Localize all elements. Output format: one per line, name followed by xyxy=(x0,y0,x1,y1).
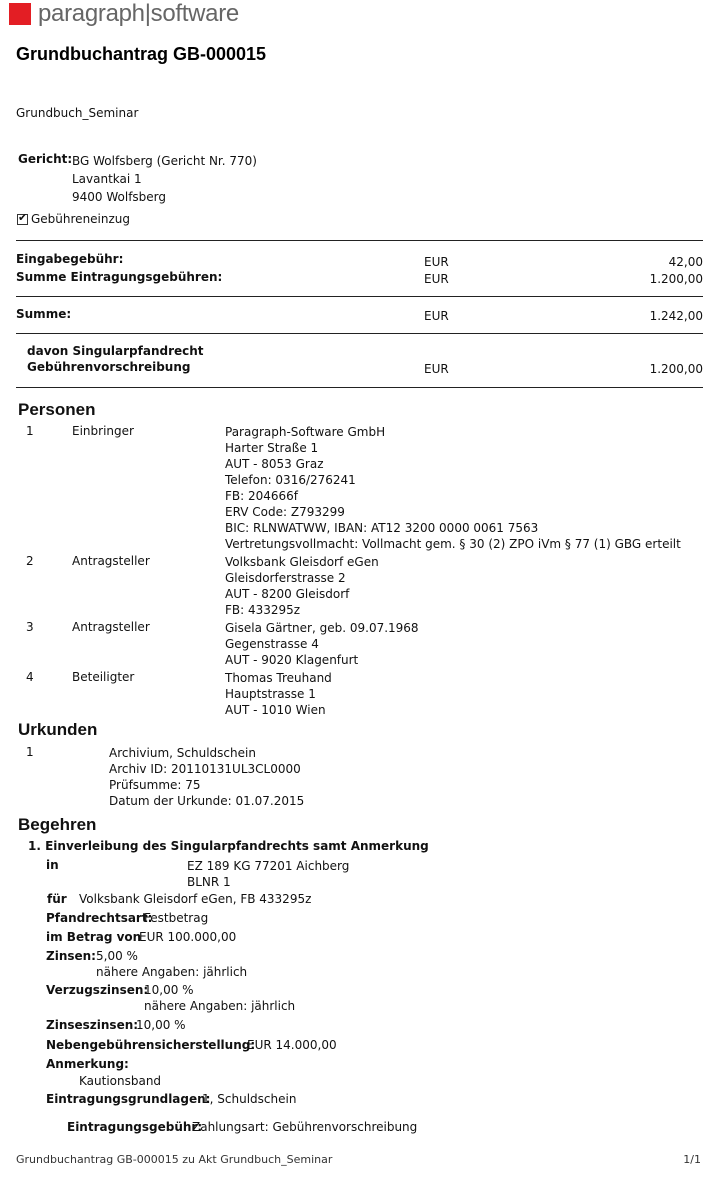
urkunde-details xyxy=(109,745,304,809)
person-role: Antragsteller xyxy=(72,554,150,568)
davon-label-2: Gebührenvorschreibung xyxy=(27,360,191,374)
zinsen-label: Zinsen: xyxy=(46,949,96,963)
neben-label: Nebengebührensicherstellung: xyxy=(46,1038,256,1052)
grundlagen-value: 1, Schuldschein xyxy=(202,1092,297,1106)
person-line: FB: 204666f xyxy=(225,489,299,503)
gericht-label: Gericht: xyxy=(18,152,73,166)
pfandrechtsart-label: Pfandrechtsart: xyxy=(46,911,153,925)
in-line: EZ 189 KG 77201 Aichberg xyxy=(187,859,350,873)
urkunden-heading: Urkunden xyxy=(18,720,98,739)
person-details xyxy=(225,670,332,718)
gericht-line: 9400 Wolfsberg xyxy=(72,190,167,204)
person-role: Antragsteller xyxy=(72,620,150,634)
person-line: AUT - 1010 Wien xyxy=(225,703,326,717)
urkunde-line: Prüfsumme: 75 xyxy=(109,778,201,792)
davon-amount: 1.200,00 xyxy=(649,362,703,376)
person-details xyxy=(225,554,379,618)
gebuehr-label: Eintragungsgebühr: xyxy=(67,1120,203,1134)
footer-text: Grundbuchantrag GB-000015 zu Akt Grundbuch_Seminar xyxy=(16,1153,333,1166)
grundlagen-label: Eintragungsgrundlagen: xyxy=(46,1092,211,1106)
page-number: 1/1 xyxy=(683,1153,701,1166)
urkunde-nr: 1 xyxy=(26,745,34,759)
davon-label: davon Singularpfandrecht xyxy=(27,344,204,358)
person-nr: 2 xyxy=(26,554,34,568)
divider xyxy=(16,387,703,388)
person-line: Thomas Treuhand xyxy=(225,671,332,685)
eintragung-currency: EUR xyxy=(424,272,449,286)
person-nr: 4 xyxy=(26,670,34,684)
person-line: AUT - 8053 Graz xyxy=(225,457,324,471)
anmerkung-label: Anmerkung: xyxy=(46,1057,129,1071)
person-line: Paragraph-Software GmbH xyxy=(225,425,386,439)
betrag-label: im Betrag von xyxy=(46,930,142,944)
fuer-value: Volksbank Gleisdorf eGen, FB 433295z xyxy=(79,892,312,906)
begehren-heading: Begehren xyxy=(18,815,97,834)
person-line: Harter Straße 1 xyxy=(225,441,319,455)
davon-currency: EUR xyxy=(424,362,449,376)
anmerkung-value: Kautionsband xyxy=(79,1074,162,1088)
zinsen-detail: nähere Angaben: jährlich xyxy=(96,965,248,979)
person-details xyxy=(225,620,419,668)
divider xyxy=(16,333,703,334)
check-icon: ✔ xyxy=(18,211,28,224)
person-line: Telefon: 0316/276241 xyxy=(225,473,356,487)
zinseszinsen-label: Zinseszinsen: xyxy=(46,1018,139,1032)
verzug-label: Verzugszinsen: xyxy=(46,983,149,997)
person-line: AUT - 9020 Klagenfurt xyxy=(225,653,359,667)
urkunde-line: Datum der Urkunde: 01.07.2015 xyxy=(109,794,305,808)
summe-currency: EUR xyxy=(424,309,449,323)
eingabe-currency: EUR xyxy=(424,255,449,269)
subtitle: Grundbuch_Seminar xyxy=(16,106,139,120)
eingabe-amount: 42,00 xyxy=(668,255,703,269)
gebuehr-value: Zahlungsart: Gebührenvorschreibung xyxy=(192,1120,418,1134)
person-line: Vertretungsvollmacht: Vollmacht gem. § 30 (2) ZPO iVm § 77 (1) GBG erteilt xyxy=(225,537,681,551)
pfandrechtsart-value: Festbetrag xyxy=(144,911,209,925)
eintragung-amount: 1.200,00 xyxy=(649,272,703,286)
summe-amount: 1.242,00 xyxy=(649,309,703,323)
zinseszinsen-value: 10,00 % xyxy=(136,1018,186,1032)
personen-heading: Personen xyxy=(18,400,96,419)
person-line: Gleisdorferstrasse 2 xyxy=(225,571,346,585)
neben-value: EUR 14.000,00 xyxy=(247,1038,337,1052)
person-details xyxy=(225,424,681,552)
urkunde-line: Archiv ID: 20110131UL3CL0000 xyxy=(109,762,301,776)
divider xyxy=(16,296,703,297)
person-role: Beteiligter xyxy=(72,670,135,684)
person-line: Hauptstrasse 1 xyxy=(225,687,316,701)
person-line: ERV Code: Z793299 xyxy=(225,505,345,519)
gericht-line: BG Wolfsberg (Gericht Nr. 770) xyxy=(72,154,257,168)
person-nr: 1 xyxy=(26,424,34,438)
logo-mark xyxy=(9,3,31,25)
person-line: AUT - 8200 Gleisdorf xyxy=(225,587,350,601)
fuer-label: für xyxy=(47,892,67,906)
in-details xyxy=(187,858,349,890)
person-line: FB: 433295z xyxy=(225,603,301,617)
divider xyxy=(16,240,703,241)
summe-label: Summe: xyxy=(16,307,72,321)
gebuehreneinzug-label: Gebühreneinzug xyxy=(31,212,131,226)
logo-text: paragraph|software xyxy=(38,0,239,27)
person-line: Gisela Gärtner, geb. 09.07.1968 xyxy=(225,621,419,635)
person-line: Gegenstrasse 4 xyxy=(225,637,319,651)
page-title: Grundbuchantrag GB-000015 xyxy=(16,44,267,64)
person-line: Volksbank Gleisdorf eGen xyxy=(225,555,379,569)
verzug-detail: nähere Angaben: jährlich xyxy=(144,999,296,1013)
eintragung-label: Summe Eintragungsgebühren: xyxy=(16,270,223,284)
gericht-line: Lavantkai 1 xyxy=(72,172,142,186)
gericht-address xyxy=(72,152,257,206)
eingabe-label: Eingabegebühr: xyxy=(16,252,124,266)
gebuehreneinzug-checkbox[interactable] xyxy=(17,211,28,225)
person-nr: 3 xyxy=(26,620,34,634)
zinsen-value: 5,00 % xyxy=(96,949,138,963)
betrag-value: EUR 100.000,00 xyxy=(139,930,237,944)
begehren-item-title: 1. Einverleibung des Singularpfandrechts samt Anmerkung xyxy=(28,839,429,853)
in-label: in xyxy=(46,858,59,872)
in-line: BLNR 1 xyxy=(187,875,231,889)
verzug-value: 10,00 % xyxy=(144,983,194,997)
urkunde-line: Archivium, Schuldschein xyxy=(109,746,256,760)
person-line: BIC: RLNWATWW, IBAN: AT12 3200 0000 0061 7563 xyxy=(225,521,539,535)
person-role: Einbringer xyxy=(72,424,134,438)
